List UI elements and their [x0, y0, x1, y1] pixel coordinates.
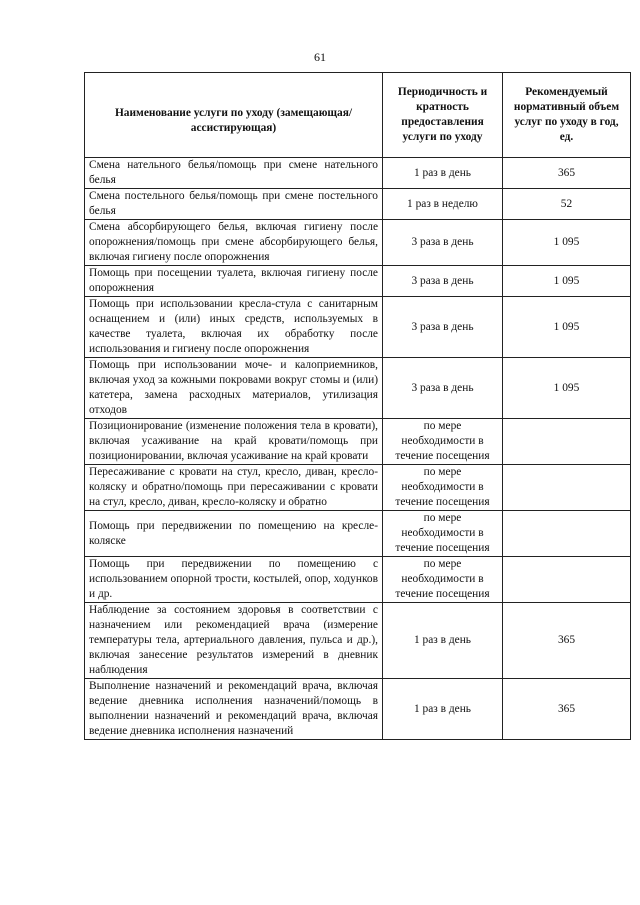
table-header-row — [85, 73, 631, 158]
service-volume: 52 — [503, 189, 631, 220]
service-volume — [503, 511, 631, 557]
service-volume: 1 095 — [503, 358, 631, 419]
table-row — [85, 511, 631, 557]
service-volume — [503, 557, 631, 603]
table-row — [85, 557, 631, 603]
service-name: Выполнение назначений и рекомендаций врача, включая ведение дневника исполнения назначений/помощь в выполнении назначений и рекомендаций врача, включая ведение дневника исполнения назначений — [85, 679, 383, 740]
service-frequency: по мере необходимости в течение посещения — [383, 419, 503, 465]
service-name: Наблюдение за состоянием здоровья в соответствии с назначением или рекомендацией врача (измерение температуры тела, артериального давления, пульса и др.), включая занесение результатов измерений в дневник наблюдения — [85, 603, 383, 679]
service-frequency: 3 раза в день — [383, 220, 503, 266]
service-name: Помощь при использовании моче- и калоприемников, включая уход за кожными покровами вокруг стомы и (или) катетера, замена расходных материалов, утилизация отходов — [85, 358, 383, 419]
table-row — [85, 679, 631, 740]
service-frequency: по мере необходимости в течение посещения — [383, 557, 503, 603]
table-row — [85, 603, 631, 679]
service-name: Помощь при передвижении по помещению на кресле-коляске — [85, 511, 383, 557]
service-frequency: 1 раз в день — [383, 158, 503, 189]
table-row — [85, 358, 631, 419]
service-name: Смена постельного белья/помощь при смене постельного белья — [85, 189, 383, 220]
service-frequency: 3 раза в день — [383, 266, 503, 297]
table-row — [85, 419, 631, 465]
service-volume — [503, 419, 631, 465]
service-volume: 365 — [503, 158, 631, 189]
service-volume: 365 — [503, 679, 631, 740]
table-row — [85, 158, 631, 189]
service-name: Смена абсорбирующего белья, включая гигиену после опорожнения/помощь при смене абсорбирующего белья, включая гигиену после опорожнения — [85, 220, 383, 266]
service-volume: 1 095 — [503, 220, 631, 266]
service-name: Помощь при использовании кресла-стула с санитарным оснащением и (или) иных средств, используемых в качестве туалета, включая их обработку после использования и гигиену после опорожнения — [85, 297, 383, 358]
header-frequency: Периодичность и кратность предоставления услуги по уходу — [383, 73, 503, 158]
service-name: Смена нательного белья/помощь при смене нательного белья — [85, 158, 383, 189]
table-row — [85, 297, 631, 358]
service-name: Позиционирование (изменение положения тела в кровати), включая усаживание на край кровати/помощь при позиционировании, включая усаживание на край кровати — [85, 419, 383, 465]
service-frequency: 1 раз в день — [383, 679, 503, 740]
service-frequency: по мере необходимости в течение посещения — [383, 465, 503, 511]
service-volume: 1 095 — [503, 266, 631, 297]
service-frequency: 3 раза в день — [383, 297, 503, 358]
header-service-name: Наименование услуги по уходу (замещающая/ассистирующая) — [85, 73, 383, 158]
page-number: 61 — [314, 50, 326, 64]
services-table — [84, 72, 631, 740]
service-volume: 365 — [503, 603, 631, 679]
table-row — [85, 465, 631, 511]
service-frequency: 1 раз в неделю — [383, 189, 503, 220]
service-frequency: 3 раза в день — [383, 358, 503, 419]
service-volume: 1 095 — [503, 297, 631, 358]
header-annual-volume: Рекомендуемый нормативный объем услуг по уходу в год, ед. — [503, 73, 631, 158]
service-frequency: 1 раз в день — [383, 603, 503, 679]
table-row — [85, 266, 631, 297]
service-name: Помощь при передвижении по помещению с использованием опорной трости, костылей, опор, ходунков и др. — [85, 557, 383, 603]
service-volume — [503, 465, 631, 511]
table-row — [85, 220, 631, 266]
service-frequency: по мере необходимости в течение посещения — [383, 511, 503, 557]
service-name: Помощь при посещении туалета, включая гигиену после опорожнения — [85, 266, 383, 297]
table-row — [85, 189, 631, 220]
service-name: Пересаживание с кровати на стул, кресло, диван, кресло-коляску и обратно/помощь при пересаживании с кровати на стул, кресло, диван, кресло-коляску и обратно — [85, 465, 383, 511]
